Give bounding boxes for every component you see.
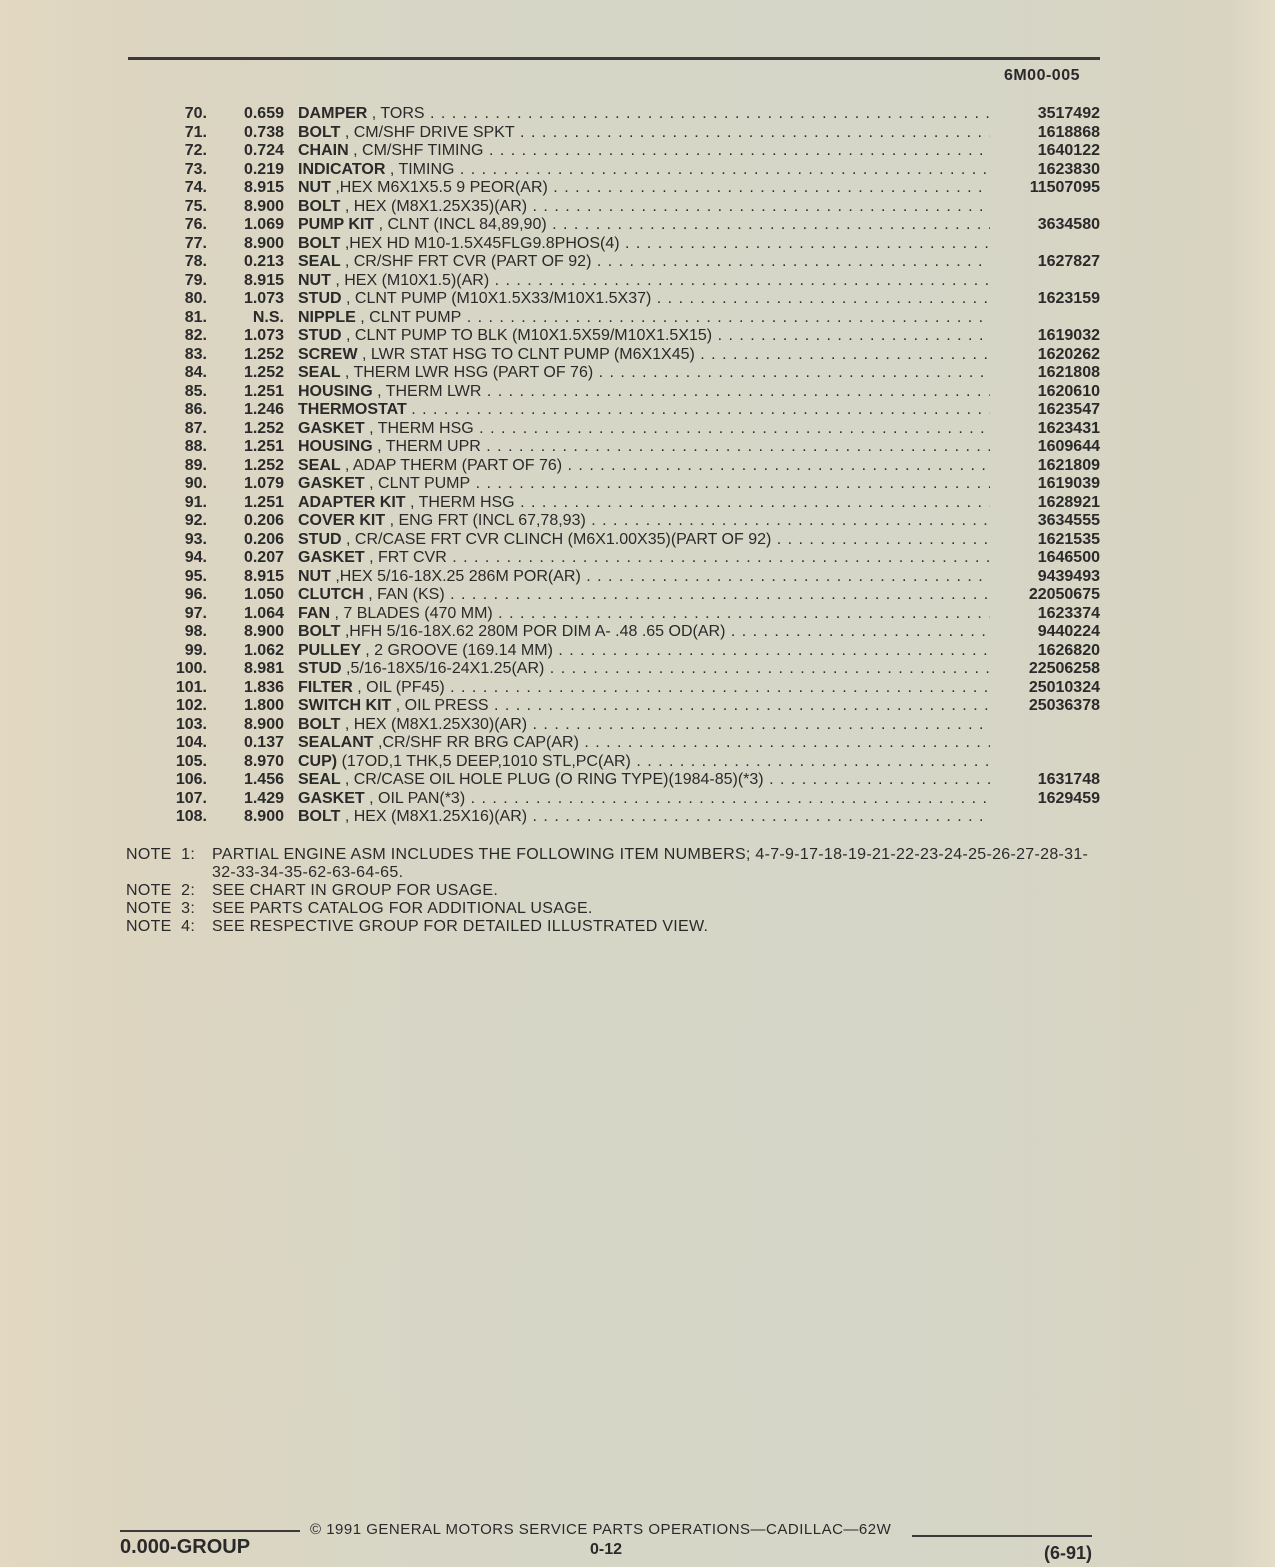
- item-number: 96.: [184, 586, 207, 603]
- note-text: PARTIAL ENGINE ASM INCLUDES THE FOLLOWING ITEM NUMBERS; 4-7-9-17-18-19-21-22-23-24-25-26-27-28-31-32-33-34-35-62-63-64-65.: [212, 846, 1089, 881]
- part-row: [150, 660, 1110, 679]
- part-qualifier: (17OD,1 THK,5 DEEP,1010 STL,PC(AR): [341, 752, 631, 770]
- part-number: 25036378: [1028, 697, 1100, 714]
- part-qualifier: ,HEX HD M10-1.5X45FLG9.8PHOS(4): [344, 234, 620, 252]
- footer-rule-right: [912, 1535, 1092, 1537]
- note: [126, 846, 1106, 882]
- part-row: [150, 272, 1110, 291]
- part-number: 1620610: [1037, 382, 1100, 400]
- part-qualifier: , CLNT PUMP: [360, 308, 462, 326]
- item-number: 72.: [184, 142, 207, 159]
- part-description: [298, 327, 990, 346]
- part-name: GASKET: [298, 789, 365, 807]
- part-number: 1626820: [1037, 641, 1100, 659]
- part-description: [298, 216, 990, 235]
- part-name: CLUTCH: [298, 586, 364, 603]
- item-number: 82.: [184, 327, 207, 344]
- part-qualifier: , HEX (M8X1.25X35)(AR): [344, 197, 528, 215]
- part-name: NUT: [298, 271, 331, 289]
- part-number: 1621809: [1037, 456, 1100, 474]
- part-qualifier: , CR/CASE FRT CVR CLINCH (M6X1.00X35)(PART OF 92): [346, 530, 772, 548]
- part-number: 1621808: [1037, 364, 1100, 381]
- part-name: SEALANT: [298, 734, 374, 751]
- part-qualifier: , CM/SHF DRIVE SPKT: [344, 123, 515, 141]
- group-number: 1.062: [243, 641, 284, 659]
- group-number: 1.456: [243, 771, 284, 788]
- group-number: 8.915: [243, 271, 284, 289]
- part-description: [298, 272, 990, 291]
- part-qualifier: , THERM LWR: [377, 382, 482, 400]
- group-number: 1.073: [243, 327, 284, 344]
- item-number: 84.: [184, 364, 207, 381]
- item-number: 73.: [184, 160, 207, 178]
- part-name: STUD: [298, 530, 342, 548]
- item-number: 86.: [184, 401, 207, 418]
- part-row: [150, 124, 1110, 143]
- part-number: 9439493: [1037, 567, 1100, 585]
- item-number: 81.: [184, 308, 207, 326]
- group-number: 1.251: [243, 493, 284, 511]
- group-number: 8.900: [243, 808, 284, 825]
- item-number: 79.: [184, 271, 207, 289]
- part-description: [298, 105, 990, 124]
- part-row: [150, 198, 1110, 217]
- group-number: 0.137: [243, 734, 284, 751]
- item-number: 106.: [175, 771, 207, 788]
- part-description: [298, 660, 990, 679]
- part-name: BOLT: [298, 715, 341, 733]
- part-number: 1627827: [1037, 253, 1100, 270]
- part-name: GASKET: [298, 419, 365, 437]
- document-code: 6M00-005: [1003, 67, 1080, 84]
- part-qualifier: , 2 GROOVE (169.14 MM): [365, 641, 553, 659]
- part-row: [150, 179, 1110, 198]
- part-qualifier: ,HEX 5/16-18X.25 286M POR(AR): [335, 567, 581, 585]
- group-number: 0.738: [243, 123, 284, 141]
- item-number: 99.: [184, 641, 207, 659]
- part-row: [150, 346, 1110, 365]
- group-number: 8.900: [243, 715, 284, 733]
- item-number: 107.: [175, 789, 207, 807]
- item-number: 91.: [184, 493, 207, 511]
- part-row: [150, 790, 1110, 809]
- item-number: 105.: [175, 752, 207, 770]
- part-row: [150, 642, 1110, 661]
- part-description: [298, 734, 990, 753]
- part-description: [298, 142, 990, 161]
- item-number: 97.: [184, 604, 207, 622]
- footer-date: (6-91): [1043, 1543, 1092, 1563]
- part-description: [298, 179, 990, 198]
- group-number: 0.219: [243, 160, 284, 178]
- parts-list: [150, 105, 1110, 827]
- footer-copyright: © 1991 GENERAL MOTORS SERVICE PARTS OPERATIONS—CADILLAC—62W: [310, 1521, 892, 1538]
- part-description: [298, 309, 990, 328]
- part-row: [150, 679, 1110, 698]
- part-description: [298, 771, 990, 790]
- part-row: [150, 808, 1110, 827]
- part-name: STUD: [298, 290, 342, 307]
- part-description: [298, 512, 990, 531]
- part-name: FILTER: [298, 678, 353, 696]
- part-qualifier: ,5/16-18X5/16-24X1.25(AR): [346, 660, 545, 677]
- part-qualifier: , CLNT PUMP: [369, 475, 471, 492]
- part-name: FAN: [298, 604, 330, 622]
- part-name: BOLT: [298, 123, 341, 141]
- part-qualifier: , ADAP THERM (PART OF 76): [344, 456, 563, 474]
- group-number: 8.915: [243, 179, 284, 196]
- part-row: [150, 105, 1110, 124]
- item-number: 89.: [184, 456, 207, 474]
- part-description: [298, 290, 990, 309]
- item-number: 92.: [184, 512, 207, 529]
- part-name: NIPPLE: [298, 308, 356, 326]
- group-number: 1.064: [243, 604, 284, 622]
- item-number: 108.: [175, 808, 207, 825]
- note-label: NOTE 4:: [126, 918, 196, 935]
- item-number: 101.: [175, 678, 207, 696]
- part-description: [298, 494, 990, 513]
- item-number: 76.: [184, 216, 207, 233]
- part-name: BOLT: [298, 234, 341, 252]
- part-description: [298, 808, 990, 827]
- part-number: 3634580: [1037, 216, 1100, 233]
- part-description: [298, 198, 990, 217]
- part-number: 1623374: [1037, 604, 1100, 622]
- part-name: BOLT: [298, 623, 341, 640]
- part-number: 1619039: [1037, 475, 1100, 492]
- group-number: 0.659: [243, 105, 284, 122]
- part-number: 1623431: [1037, 419, 1100, 437]
- group-number: 8.970: [243, 752, 284, 770]
- part-qualifier: , HEX (M8X1.25X30)(AR): [344, 715, 528, 733]
- part-qualifier: , THERM HSG: [410, 493, 515, 511]
- group-number: 1.252: [243, 456, 284, 474]
- item-number: 83.: [184, 345, 207, 363]
- part-row: [150, 401, 1110, 420]
- part-row: [150, 364, 1110, 383]
- part-qualifier: , FAN (KS): [368, 586, 445, 603]
- part-qualifier: ,HFH 5/16-18X.62 280M POR DIM A- .48 .65 OD(AR): [344, 623, 726, 640]
- group-number: 1.246: [243, 401, 284, 418]
- part-description: [298, 642, 990, 661]
- part-row: [150, 309, 1110, 328]
- part-qualifier: , FRT CVR: [369, 549, 447, 566]
- part-row: [150, 716, 1110, 735]
- group-number: 8.981: [243, 660, 284, 677]
- part-qualifier: , TIMING: [389, 160, 455, 178]
- part-number: 1640122: [1037, 142, 1100, 159]
- group-number: 0.206: [243, 530, 284, 548]
- part-name: GASKET: [298, 475, 365, 492]
- part-qualifier: , CLNT PUMP (M10X1.5X33/M10X1.5X37): [346, 290, 652, 307]
- part-description: [298, 420, 990, 439]
- part-description: [298, 346, 990, 365]
- part-row: [150, 771, 1110, 790]
- group-number: 1.252: [243, 345, 284, 363]
- note-text: SEE RESPECTIVE GROUP FOR DETAILED ILLUSTRATED VIEW.: [212, 918, 709, 935]
- part-name: SWITCH KIT: [298, 697, 392, 714]
- item-number: 70.: [184, 105, 207, 122]
- part-row: [150, 142, 1110, 161]
- part-number: 3517492: [1037, 105, 1100, 122]
- group-number: 1.073: [243, 290, 284, 307]
- part-qualifier: , THERM HSG: [369, 419, 474, 437]
- group-number: 1.069: [243, 216, 284, 233]
- note-label: NOTE 2:: [126, 882, 196, 899]
- part-number: 1620262: [1037, 345, 1100, 363]
- part-number: 3634555: [1037, 512, 1100, 529]
- part-name: DAMPER: [298, 105, 368, 122]
- group-number: 1.836: [243, 678, 284, 696]
- part-name: SCREW: [298, 345, 358, 363]
- part-name: SEAL: [298, 771, 341, 788]
- part-description: [298, 716, 990, 735]
- part-number: 1623547: [1037, 401, 1100, 418]
- part-description: [298, 549, 990, 568]
- part-description: [298, 586, 990, 605]
- part-row: [150, 734, 1110, 753]
- part-name: COVER KIT: [298, 512, 386, 529]
- item-number: 77.: [184, 234, 207, 252]
- part-number: 1609644: [1037, 438, 1100, 455]
- part-name: HOUSING: [298, 382, 373, 400]
- part-description: [298, 364, 990, 383]
- note-label: NOTE 1:: [126, 846, 196, 863]
- part-description: [298, 124, 990, 143]
- part-qualifier: , CR/SHF FRT CVR (PART OF 92): [344, 253, 592, 270]
- part-description: [298, 438, 990, 457]
- part-description: [298, 623, 990, 642]
- note-text: SEE PARTS CATALOG FOR ADDITIONAL USAGE.: [212, 900, 593, 917]
- part-qualifier: , OIL PAN(*3): [369, 789, 466, 807]
- part-name: NUT: [298, 179, 331, 196]
- part-row: [150, 457, 1110, 476]
- top-rule: [128, 57, 1100, 60]
- part-number: 1623830: [1037, 160, 1100, 178]
- part-qualifier: , CLNT PUMP TO BLK (M10X1.5X59/M10X1.5X15): [346, 327, 713, 344]
- item-number: 95.: [184, 567, 207, 585]
- part-name: PUMP KIT: [298, 216, 375, 233]
- item-number: 75.: [184, 197, 207, 215]
- part-name: STUD: [298, 660, 342, 677]
- part-row: [150, 605, 1110, 624]
- group-number: 8.915: [243, 567, 284, 585]
- part-description: [298, 568, 990, 587]
- footer-rule-left: [120, 1530, 300, 1532]
- part-description: [298, 679, 990, 698]
- part-qualifier: , 7 BLADES (470 MM): [334, 604, 493, 622]
- part-row: [150, 438, 1110, 457]
- part-row: [150, 161, 1110, 180]
- part-name: STUD: [298, 327, 342, 344]
- part-row: [150, 253, 1110, 272]
- part-number: 1623159: [1037, 290, 1100, 307]
- group-number: 1.251: [243, 438, 284, 455]
- part-row: [150, 494, 1110, 513]
- part-name: BOLT: [298, 808, 341, 825]
- part-name: CHAIN: [298, 142, 349, 159]
- part-name: NUT: [298, 567, 331, 585]
- part-qualifier: ,CR/SHF RR BRG CAP(AR): [378, 734, 579, 751]
- group-number: 0.724: [243, 142, 284, 159]
- item-number: 85.: [184, 382, 207, 400]
- part-row: [150, 753, 1110, 772]
- footer-group-label: 0.000-GROUP: [120, 1536, 251, 1558]
- notes-section: [126, 846, 1106, 936]
- item-number: 102.: [175, 697, 207, 714]
- part-row: [150, 475, 1110, 494]
- part-qualifier: , ENG FRT (INCL 67,78,93): [389, 512, 586, 529]
- part-number: 1621535: [1037, 530, 1100, 548]
- group-number: 1.252: [243, 364, 284, 381]
- part-row: [150, 623, 1110, 642]
- part-qualifier: , LWR STAT HSG TO CLNT PUMP (M6X1X45): [362, 345, 695, 363]
- part-number: 22050675: [1028, 586, 1100, 603]
- group-number: N.S.: [252, 308, 284, 326]
- part-qualifier: , HEX (M8X1.25X16)(AR): [344, 808, 528, 825]
- part-description: [298, 253, 990, 272]
- part-qualifier: , OIL PRESS: [395, 697, 489, 714]
- part-number: 11507095: [1029, 179, 1100, 196]
- part-number: 9440224: [1037, 623, 1100, 640]
- group-number: 0.213: [243, 253, 284, 270]
- item-number: 87.: [184, 419, 207, 437]
- part-name: INDICATOR: [298, 160, 386, 178]
- part-name: ADAPTER KIT: [298, 493, 406, 511]
- item-number: 74.: [184, 179, 207, 196]
- group-number: 0.207: [243, 549, 284, 566]
- part-number: 1631748: [1037, 771, 1100, 788]
- part-number: 1629459: [1037, 789, 1100, 807]
- item-number: 100.: [175, 660, 207, 677]
- part-name: HOUSING: [298, 438, 373, 455]
- part-name: SEAL: [298, 253, 341, 270]
- group-number: 1.251: [243, 382, 284, 400]
- part-row: [150, 383, 1110, 402]
- part-row: [150, 568, 1110, 587]
- part-number: 25010324: [1028, 678, 1100, 696]
- part-qualifier: , HEX (M10X1.5)(AR): [335, 271, 490, 289]
- part-description: [298, 161, 990, 180]
- part-name: CUP): [298, 752, 338, 770]
- part-row: [150, 512, 1110, 531]
- part-number: 1619032: [1037, 327, 1100, 344]
- part-qualifier: , TORS: [371, 105, 425, 122]
- group-number: 0.206: [243, 512, 284, 529]
- part-description: [298, 235, 990, 254]
- part-row: [150, 420, 1110, 439]
- group-number: 8.900: [243, 234, 284, 252]
- group-number: 8.900: [243, 197, 284, 215]
- part-description: [298, 475, 990, 494]
- group-number: 1.429: [243, 789, 284, 807]
- part-name: THERMOSTAT: [298, 401, 407, 418]
- part-qualifier: , CM/SHF TIMING: [353, 142, 484, 159]
- item-number: 90.: [184, 475, 207, 492]
- note-text: SEE CHART IN GROUP FOR USAGE.: [212, 882, 499, 899]
- item-number: 78.: [184, 253, 207, 270]
- item-number: 104.: [175, 734, 207, 751]
- item-number: 93.: [184, 530, 207, 548]
- item-number: 98.: [184, 623, 207, 640]
- part-row: [150, 549, 1110, 568]
- part-row: [150, 216, 1110, 235]
- part-name: BOLT: [298, 197, 341, 215]
- part-number: 1628921: [1037, 493, 1100, 511]
- part-name: SEAL: [298, 364, 341, 381]
- part-name: SEAL: [298, 456, 341, 474]
- part-qualifier: , CLNT (INCL 84,89,90): [378, 216, 547, 233]
- item-number: 80.: [184, 290, 207, 307]
- part-number: 1646500: [1037, 549, 1100, 566]
- footer-page-number: 0-12: [590, 1541, 623, 1558]
- part-row: [150, 235, 1110, 254]
- part-description: [298, 401, 990, 420]
- part-description: [298, 457, 990, 476]
- item-number: 103.: [175, 715, 207, 733]
- part-row: [150, 290, 1110, 309]
- group-number: 1.079: [243, 475, 284, 492]
- group-number: 8.900: [243, 623, 284, 640]
- group-number: 1.800: [243, 697, 284, 714]
- group-number: 1.050: [243, 586, 284, 603]
- part-description: [298, 383, 990, 402]
- note: [126, 900, 1106, 918]
- part-number: 22506258: [1028, 660, 1100, 677]
- part-qualifier: , THERM UPR: [377, 438, 481, 455]
- part-description: [298, 605, 990, 624]
- item-number: 94.: [184, 549, 207, 566]
- part-qualifier: ,HEX M6X1X5.5 9 PEOR(AR): [335, 179, 548, 196]
- part-name: GASKET: [298, 549, 365, 566]
- part-row: [150, 697, 1110, 716]
- part-description: [298, 531, 990, 550]
- note: [126, 918, 1106, 936]
- part-qualifier: , OIL (PF45): [357, 678, 445, 696]
- part-name: PULLEY: [298, 641, 361, 659]
- item-number: 88.: [184, 438, 207, 455]
- part-row: [150, 531, 1110, 550]
- note-label: NOTE 3:: [126, 900, 196, 917]
- group-number: 1.252: [243, 419, 284, 437]
- part-description: [298, 753, 990, 772]
- part-row: [150, 586, 1110, 605]
- part-number: 1618868: [1037, 123, 1100, 141]
- part-description: [298, 790, 990, 809]
- item-number: 71.: [184, 123, 207, 141]
- part-qualifier: , CR/CASE OIL HOLE PLUG (O RING TYPE)(1984-85)(*3): [344, 771, 764, 788]
- part-description: [298, 697, 990, 716]
- note: [126, 882, 1106, 900]
- part-row: [150, 327, 1110, 346]
- part-qualifier: , THERM LWR HSG (PART OF 76): [344, 364, 594, 381]
